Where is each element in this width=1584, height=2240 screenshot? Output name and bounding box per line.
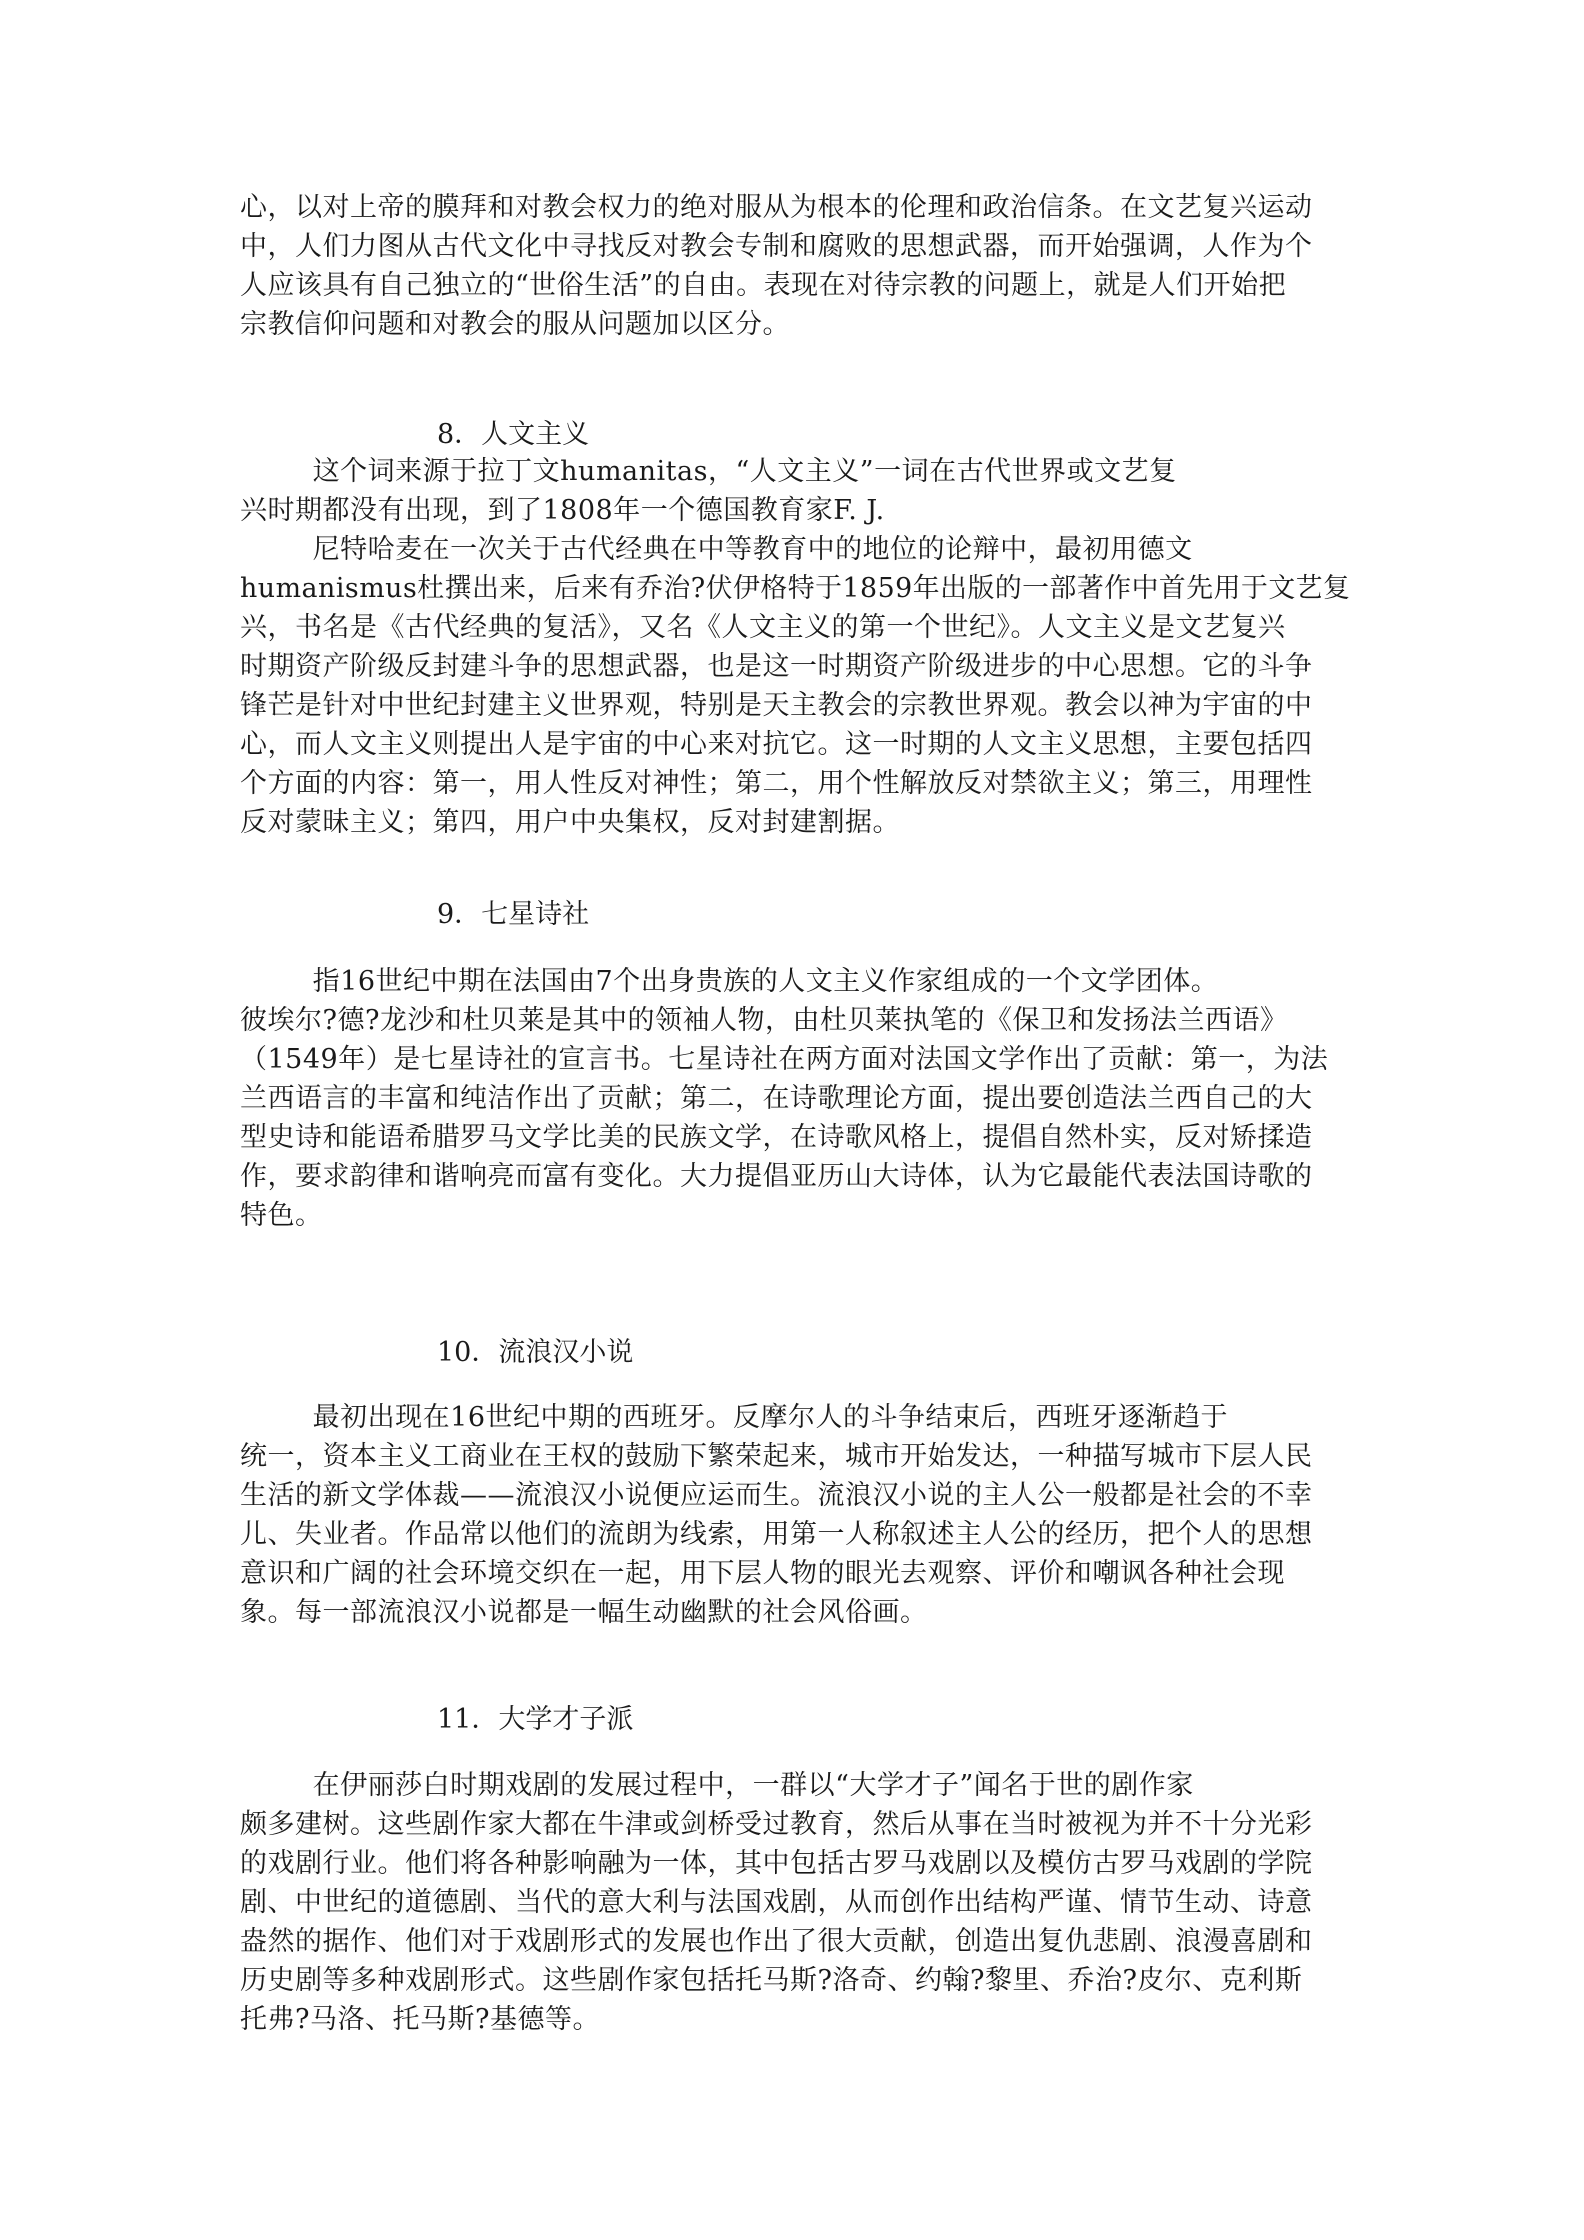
text-line: 中，人们力图从古代文化中寻找反对教会专制和腐败的思想武器，而开始强调，人作为个 [240, 231, 1313, 262]
section-heading: 9．七星诗社 [437, 899, 590, 930]
text-line: 型史诗和能语希腊罗马文学比美的民族文学，在诗歌风格上，提倡自然朴实，反对矫揉造 [240, 1122, 1313, 1153]
text-line: 人应该具有自己独立的“世俗生活”的自由。表现在对待宗教的问题上，就是人们开始把 [240, 270, 1287, 301]
section-paragraph [240, 1398, 1350, 1632]
text-line: 的戏剧行业。他们将各种影响融为一体，其中包括古罗马戏剧以及模仿古罗马戏剧的学院 [240, 1848, 1313, 1879]
text-line: 在伊丽莎白时期戏剧的发展过程中，一群以“大学才子”闻名于世的剧作家 [240, 1770, 1194, 1801]
intro-paragraph [240, 188, 1350, 344]
text-line: 心，以对上帝的膜拜和对教会权力的绝对服从为根本的伦理和政治信条。在文艺复兴运动 [240, 192, 1313, 223]
text-line: 反对蒙昧主义；第四，用户中央集权，反对封建割据。 [240, 807, 900, 838]
text-line: 生活的新文学体裁——流浪汉小说便应运而生。流浪汉小说的主人公一般都是社会的不幸 [240, 1480, 1313, 1511]
text-line: 象。每一部流浪汉小说都是一幅生动幽默的社会风俗画。 [240, 1597, 928, 1628]
text-line: 统一，资本主义工商业在王权的鼓励下繁荣起来，城市开始发达，一种描写城市下层人民 [240, 1441, 1313, 1472]
text-line: 意识和广阔的社会环境交织在一起，用下层人物的眼光去观察、评价和嘲讽各种社会现 [240, 1558, 1285, 1589]
text-line: 指16世纪中期在法国由7个出身贵族的人文主义作家组成的一个文学团体。 [240, 966, 1219, 997]
text-line: 时期资产阶级反封建斗争的思想武器，也是这一时期资产阶级进步的中心思想。它的斗争 [240, 651, 1313, 682]
section-paragraph [240, 452, 1350, 842]
text-line: 托弗?马洛、托马斯?基德等。 [240, 2004, 600, 2035]
text-line: 作，要求韵律和谐响亮而富有变化。大力提倡亚历山大诗体，认为它最能代表法国诗歌的 [240, 1161, 1313, 1192]
text-line: （1549年）是七星诗社的宣言书。七星诗社在两方面对法国文学作出了贡献：第一，为法 [240, 1044, 1329, 1075]
text-line: 这个词来源于拉丁文humanitas，“人文主义”一词在古代世界或文艺复 [240, 456, 1177, 487]
text-line: 宗教信仰问题和对教会的服从问题加以区分。 [240, 309, 790, 340]
text-line: 剧、中世纪的道德剧、当代的意大利与法国戏剧，从而创作出结构严谨、情节生动、诗意 [240, 1887, 1313, 1918]
text-line: 心，而人文主义则提出人是宇宙的中心来对抗它。这一时期的人文主义思想，主要包括四 [240, 729, 1313, 760]
text-line: 个方面的内容：第一，用人性反对神性；第二，用个性解放反对禁欲主义；第三，用理性 [240, 768, 1313, 799]
text-line: humanismus杜撰出来，后来有乔治?伏伊格特于1859年出版的一部著作中首先用于文艺复 [240, 573, 1351, 604]
text-line: 尼特哈麦在一次关于古代经典在中等教育中的地位的论辩中，最初用德文 [240, 534, 1193, 565]
text-line: 颇多建树。这些剧作家大都在牛津或剑桥受过教育，然后从事在当时被视为并不十分光彩 [240, 1809, 1313, 1840]
text-line: 特色。 [240, 1200, 323, 1231]
section-heading: 11．大学才子派 [437, 1704, 634, 1735]
text-line: 儿、失业者。作品常以他们的流朗为线索，用第一人称叙述主人公的经历，把个人的思想 [240, 1519, 1313, 1550]
text-line: 盎然的据作、他们对于戏剧形式的发展也作出了很大贡献，创造出复仇悲剧、浪漫喜剧和 [240, 1926, 1313, 1957]
section-paragraph [240, 962, 1350, 1235]
text-line: 最初出现在16世纪中期的西班牙。反摩尔人的斗争结束后，西班牙逐渐趋于 [240, 1402, 1229, 1433]
text-line: 兴，书名是《古代经典的复活》，又名《人文主义的第一个世纪》。人文主义是文艺复兴 [240, 612, 1286, 643]
text-line: 彼埃尔?德?龙沙和杜贝莱是其中的领袖人物，由杜贝莱执笔的《保卫和发扬法兰西语》 [240, 1005, 1288, 1036]
section-heading: 8．人文主义 [437, 419, 590, 450]
text-line: 兰西语言的丰富和纯洁作出了贡献；第二，在诗歌理论方面，提出要创造法兰西自己的大 [240, 1083, 1313, 1114]
text-line: 锋芒是针对中世纪封建主义世界观，特别是天主教会的宗教世界观。教会以神为宇宙的中 [240, 690, 1313, 721]
section-heading: 10．流浪汉小说 [437, 1337, 634, 1368]
text-line: 兴时期都没有出现，到了1808年一个德国教育家F. J. [240, 495, 885, 526]
text-line: 历史剧等多种戏剧形式。这些剧作家包括托马斯?洛奇、约翰?黎里、乔治?皮尔、克利斯 [240, 1965, 1303, 1996]
section-paragraph [240, 1766, 1350, 2039]
